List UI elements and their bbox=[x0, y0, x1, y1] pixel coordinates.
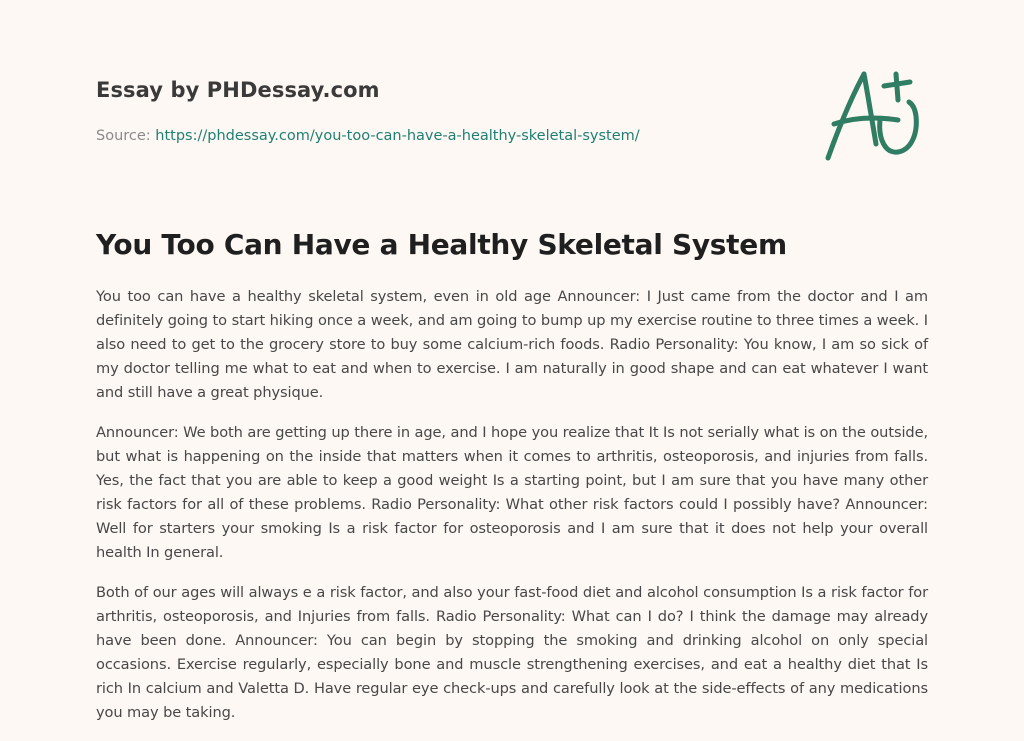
brand-title: Essay by PHDessay.com bbox=[96, 78, 380, 102]
a-plus-logo-icon bbox=[812, 60, 932, 168]
source-line bbox=[96, 126, 816, 146]
document-header bbox=[96, 76, 816, 146]
article-title: You Too Can Have a Healthy Skeletal System bbox=[96, 228, 787, 261]
source-link[interactable]: https://phdessay.com/you-too-can-have-a-healthy-skeletal-system/ bbox=[155, 128, 640, 144]
article-paragraph: You too can have a healthy skeletal system, even in old age Announcer: I Just came from the doctor and I am definitely going to start hiking once a week, and am going to bump up my exercise routine to three times a week. I also need to get to the grocery store to buy some calcium-rich foods. Radio Personality: You know, I am so sick of my doctor telling me what to eat and when to exercise. I am naturally in good shape and can eat whatever I want and still have a great physique. bbox=[96, 288, 928, 401]
article-paragraph: Announcer: We both are getting up there in age, and I hope you realize that It Is not serially what is on the outside, but what is happening on the inside that matters when it comes to arthritis, osteoporosis, and injuries from falls. Yes, the fact that you are able to keep a good weight Is a starting point, but I am sure that you have many other risk factors for all of these problems. Radio Personality: What other risk factors could I possibly have? Announcer: Well for starters your smoking Is a risk factor for osteoporosis and I am sure that it does not help your overall health In general. bbox=[96, 424, 928, 561]
article-body bbox=[96, 285, 928, 741]
article-paragraph: Both of our ages will always e a risk factor, and also your fast-food diet and alcohol consumption Is a risk factor for arthritis, osteoporosis, and Injuries from falls. Radio Personality: What can I do? I think the damage may already have been done. Announcer: You can begin by stopping the smoking and drinking alcohol on only special occasions. Exercise regularly, especially bone and muscle strengthening exercises, and eat a healthy diet that Is rich In calcium and Valetta D. Have regular eye check-ups and carefully look at the side-effects of any medications you may be taking. bbox=[96, 584, 928, 721]
source-label: Source: bbox=[96, 128, 156, 144]
